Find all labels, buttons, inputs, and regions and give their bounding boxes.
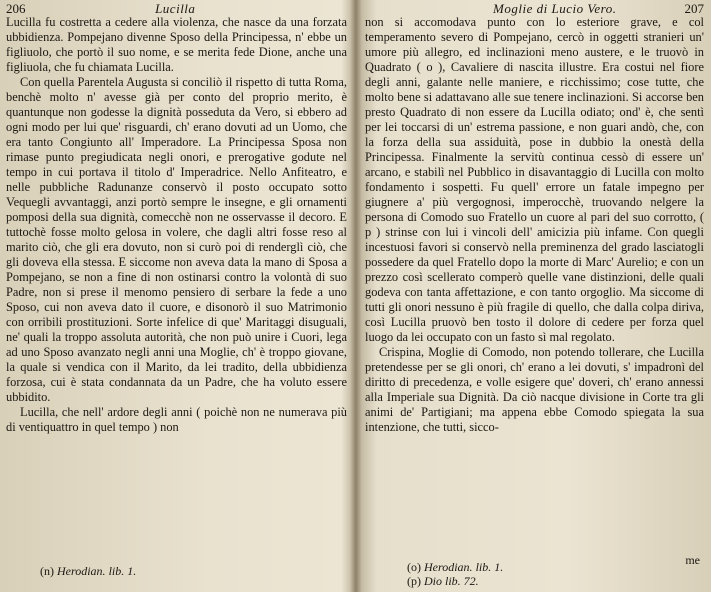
right-page-number: 207: [684, 1, 704, 16]
left-body-text: [6, 15, 347, 435]
right-page: [355, 0, 710, 592]
right-paragraph-2: Crispina, Moglie di Comodo, non potendo tollerare, che Lucilla pretendesse per se gli onori, ch' erano a lei dovuti, s' impadronì del diritto di precedenza, e volle esigere que' doveri, ch' erano annessi alla Imperiale sua Dignità. Da ciò nacque divisione in Corte tra gli animi de' Partigiani; ma appena ebbe Comodo spiegata la sua intenzione, che tutti, sicco-: [365, 345, 704, 434]
footnote-n: [40, 564, 355, 578]
footnote-author: Herodian.: [424, 560, 473, 574]
left-page-title: Lucilla: [155, 1, 196, 16]
footnote-ref: lib. 1.: [475, 560, 504, 574]
footnote-mark: (o): [407, 560, 421, 574]
footnote-ref: lib. 72.: [445, 574, 479, 588]
footnote-p: [407, 574, 710, 588]
right-page-title: Moglie di Lucio Vero.: [493, 1, 617, 16]
footnote-ref: lib. 1.: [108, 564, 137, 578]
right-paragraph-1: non si accomodava punto con lo esteriore grave, e col temperamento severo di Pompejano, cercò in oggetti stranieri un' umore più allegro, ed inclinazioni meno austere, e le truovò in Quadrato ( o ), Cavaliere di nascita illustre. Era costui nel fiore degli anni, galante nelle maniere, e ricchissimo; cose tutte, che molto bene si adattavano alle sue tenere inclinazioni. Si accorse ben presto Quadrato di non essere da Lucilla odiato; ond' è, che sentì per lei toccarsi di un' estrema passione, e non guari andò, che, con la forza della sua assiduità, pose in dubbio la onestà della Principessa. Finalmente la servitù continua cessò di essere un' arcano, e stabilì nel Pubblico in disavantaggio di Lucilla con molto fondamento i sospetti. Fu quell' errore un fatale impegno per giugnere a' più vergognosi, imperocchè, truovando nelgere la persona di Comodo suo Fratello un cuore al pari del suo corrotto, ( p ) strinse con lui i vincoli dell' amicizia più infame. Con quegli incestuosi favori si conservò nella preminenza del grado lasciatogli possedere da quel Fratello dopo la morte di Marc' Aurelio; e con un prezzo così scellerato comperò quelle vane distinzioni, delle quali godeva con tanta affettazione, e con tanto orgoglio. Ma siccome di tutti gli onori nessuno è più fragile di quello, che dalla colpa diriva, così Lucilla pruovò ben tosto il dolore di cedere per forza quel luogo da lei occupato con un fasto sì mal regolato.: [365, 15, 704, 344]
left-running-head: [6, 1, 347, 15]
footnote-mark: (n): [40, 564, 54, 578]
left-footnotes: [0, 564, 355, 578]
footnote-author: Dio: [424, 574, 442, 588]
footnote-mark: (p): [407, 574, 421, 588]
footnote-author: Herodian.: [57, 564, 106, 578]
right-footnotes: [355, 560, 710, 588]
left-paragraph-2: Con quella Parentela Augusta si conciliò il rispetto di tutta Roma, benchè molto n' avesse già per conto del proprio merito, è quantunque non godesse la dignità posseduta da Vero, si ebbero ad ogni modo per lui que' risguardi, ch' erano dovuti ad un Uomo, che era tanto Congiunto all' Imperadore. La Principessa Sposa non rimase punto pregiudicata negli onori, e prerogative godute nel tempo in cui portava il titolo d' Imperadrice. Nello Anfiteatro, e nelle pubbliche Radunanze conservò il posto occupato sotto Vequegli avvantaggi, anzi portò sempre le insegne, e gli ornamenti pomposi della sua dignità, comecchè non ne osservasse il decoro. E tuttochè fosse molto gelosa in volere, che dagli altri fosse reso al marito ciò, che gli era dovuto, non si curò poi di renderglì ciò, che gli doveva ella stessa. E siccome non aveva data la mano di Sposa a Pompejano, se non a fine di non ostinarsi contro la volontà di suo Padre, non si prese il menomo pensiero di serbare la fede a uno Sposo, cui non aveva dato il cuore, e disonorò il suo Matrimonio con orribili prostituzioni. Sorte infelice di que' Maritaggi disuguali, ne' quali la troppo assoluta autorità, che non può unire i Cuori, lega ad uno Sposo avanzato negli anni una Moglie, ch' è troppo giovane, la quale si vendica con il Marito, da lei tradito, della ubbidienza forzosa, cui è stata condannata da un Padre, che ha voluto essere ubbidito.: [6, 75, 347, 404]
left-paragraph-3: Lucilla, che nell' ardore degli anni ( poichè non ne numerava più di ventiquattro in quel tempo ) non: [6, 405, 347, 434]
footnote-o: [407, 560, 710, 574]
left-page-number: 206: [6, 1, 26, 16]
left-page: [0, 0, 355, 592]
catchword: me: [685, 553, 700, 567]
right-body-text: [365, 15, 704, 435]
left-paragraph-1: Lucilla fu costretta a cedere alla violenza, che nasce da una forzata ubbidienza. Pompejano divenne Sposo della Principessa, n' ebbe un figliuolo, che portò il suo nome, e se merita fede Dione, anche una figliuola, che fu chiamata Lucilla.: [6, 15, 347, 74]
right-running-head: [365, 1, 704, 15]
